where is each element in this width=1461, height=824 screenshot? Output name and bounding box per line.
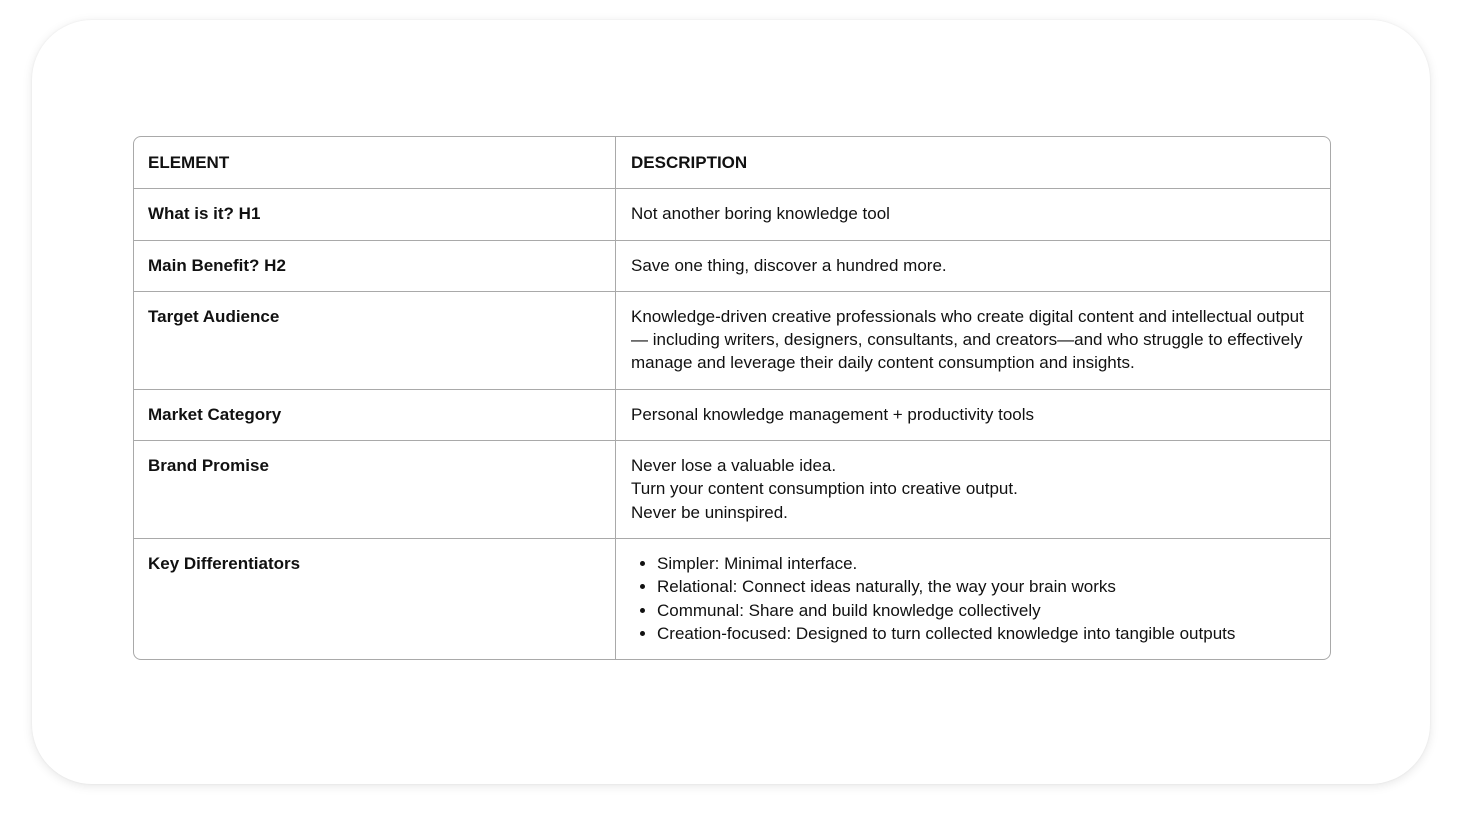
list-item: • Relational: Connect ideas naturally, the way your brain works [657, 575, 1316, 598]
table-row [134, 538, 1330, 659]
row-description [616, 189, 1330, 239]
row-element-label: Main Benefit? H2 [134, 241, 616, 291]
description-line: Knowledge-driven creative professionals who create digital content and intellectual output— including writers, designers, consultants, and creators—and who struggle to effectively manage and leverage their daily content consumption and insights. [631, 306, 1304, 373]
description-line: Not another boring knowledge tool [631, 204, 890, 224]
row-description [616, 292, 1330, 389]
description-line: Never be uninspired. [631, 502, 788, 522]
table-header-row [134, 137, 1330, 188]
description-line: Personal knowledge management + productivity tools [631, 404, 1035, 424]
content-card [32, 20, 1430, 784]
list-item: • Creation-focused: Designed to turn collected knowledge into tangible outputs [657, 622, 1316, 645]
list-item: • Communal: Share and build knowledge collectively [657, 599, 1316, 622]
table-row [134, 440, 1330, 538]
brand-table [133, 136, 1331, 660]
row-element-label: Key Differentiators [134, 539, 616, 659]
differentiator-list [631, 552, 1316, 645]
table-row [134, 389, 1330, 440]
header-element: ELEMENT [134, 137, 616, 188]
list-item: • Simpler: Minimal interface. [657, 552, 1316, 575]
description-line: Never lose a valuable idea. [631, 456, 837, 476]
row-element-label: What is it? H1 [134, 189, 616, 239]
row-element-label: Target Audience [134, 292, 616, 389]
table-row [134, 291, 1330, 389]
description-line: Save one thing, discover a hundred more. [631, 255, 947, 275]
row-description [616, 539, 1330, 659]
row-description [616, 241, 1330, 291]
row-element-label: Brand Promise [134, 441, 616, 538]
description-line: Turn your content consumption into creative output. [631, 479, 1018, 499]
header-description: DESCRIPTION [631, 153, 748, 172]
table-row [134, 240, 1330, 291]
table-row [134, 188, 1330, 239]
row-description [616, 441, 1330, 538]
row-description [616, 390, 1330, 440]
row-element-label: Market Category [134, 390, 616, 440]
